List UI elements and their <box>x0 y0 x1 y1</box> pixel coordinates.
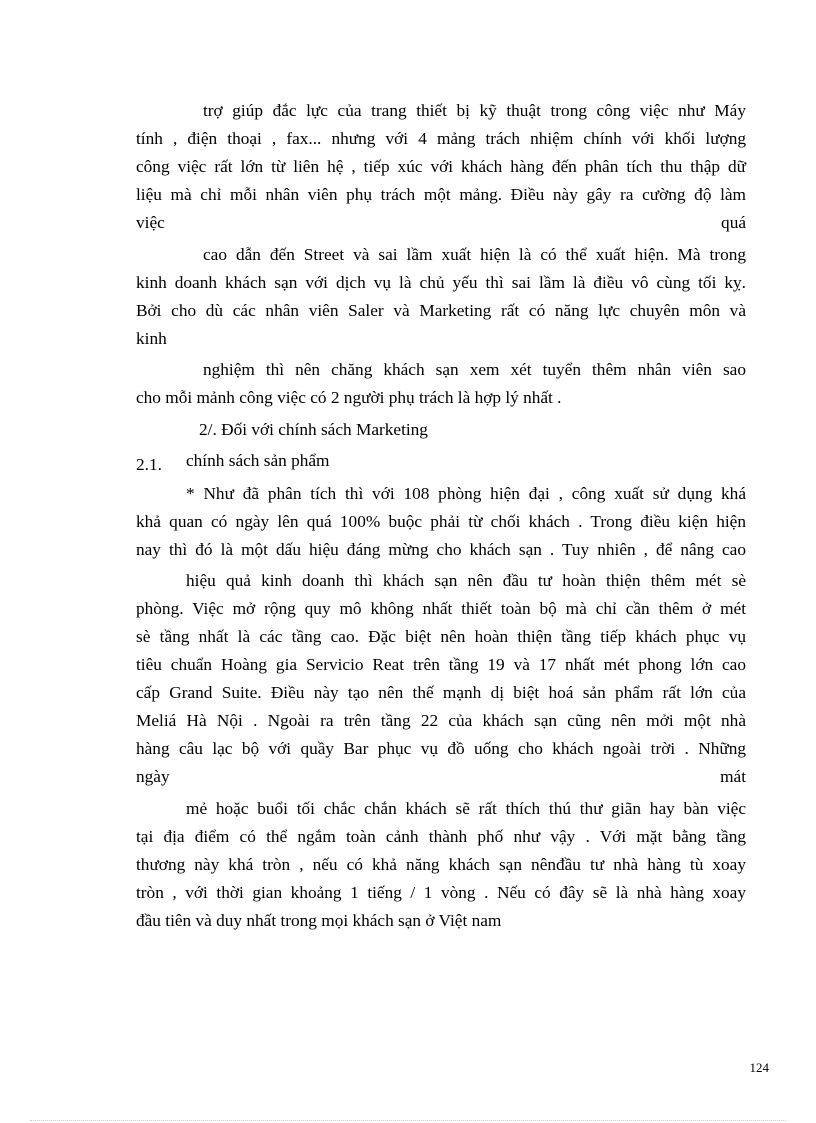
paragraph-line: tiêu chuẩn Hoàng gia Servicio Reat trên tầng 19 và 17 nhất mét phong lớn cao <box>136 655 746 674</box>
paragraph-line: cho mỗi mảnh công việc có 2 người phụ trách là hợp lý nhất . <box>136 388 562 407</box>
paragraph-line: cao dẫn đến Street và sai lầm xuất hiện là có thể xuất hiện. Mà trong <box>203 245 746 264</box>
subsection-number: 2.1. <box>136 455 162 474</box>
paragraph-line: công việc rất lớn từ liên hệ , tiếp xúc với khách hàng đến phân tích thu thập dữ <box>136 157 746 176</box>
paragraph-line: hiệu quả kinh doanh thì khách sạn nên đầu tư hoàn thiện thêm mét sè <box>186 571 746 590</box>
paragraph-line: nay thì đó là một dấu hiệu đáng mừng cho khách sạn . Tuy nhiên , để nâng cao <box>136 540 746 559</box>
page-bottom-divider <box>30 1120 786 1121</box>
paragraph-line: tại địa điểm có thể ngắm toàn cảnh thành phố như vậy . Với mặt bằng tầng <box>136 827 746 846</box>
paragraph-line: cấp Grand Suite. Điều này tạo nên thế mạnh dị biệt hoá sản phẩm rất lớn của <box>136 683 746 702</box>
paragraph-line: * Như đã phân tích thì với 108 phòng hiện đại , công xuất sử dụng khá <box>186 484 746 503</box>
page-number: 124 <box>749 1060 769 1075</box>
paragraph-line: mát <box>720 767 746 786</box>
paragraph-line: hàng câu lạc bộ với quầy Bar phục vụ đồ uống cho khách ngoài trời . Những <box>136 739 746 758</box>
paragraph-line: kinh doanh khách sạn với dịch vụ là chủ yếu thì sai lầm là điều vô cùng tối kỵ. <box>136 273 746 292</box>
paragraph-line: mẻ hoặc buổi tối chắc chắn khách sẽ rất thích thú thư giãn hay bàn việc <box>186 799 746 818</box>
paragraph-line: đầu tiên và duy nhất trong mọi khách sạn ở Việt nam <box>136 911 502 930</box>
paragraph-line: tính , điện thoại , fax... nhưng với 4 mảng trách nhiệm chính với khối lượng <box>136 129 746 148</box>
paragraph-line: Bởi cho dù các nhân viên Saler và Marketing rất có năng lực chuyên môn và <box>136 301 746 320</box>
paragraph-line: sè tầng nhất là các tầng cao. Đặc biệt nên hoàn thiện tầng tiếp khách phục vụ <box>136 627 746 646</box>
paragraph-line: kinh <box>136 329 167 348</box>
paragraph-line: trợ giúp đắc lực của trang thiết bị kỹ thuật trong công việc như Máy <box>203 101 746 120</box>
paragraph-line: khả quan có ngày lên quá 100% buộc phải từ chối khách . Trong điều kiện hiện <box>136 512 746 531</box>
paragraph-line: liệu mà chỉ mỗi nhân viên phụ trách một mảng. Điều này gây ra cường độ làm <box>136 185 746 204</box>
paragraph-line: ngày <box>136 767 170 786</box>
paragraph-line: tròn , với thời gian khoảng 1 tiếng / 1 vòng . Nếu có đây sẽ là nhà hàng xoay <box>136 883 746 902</box>
paragraph-line: thương này khá tròn , nếu có khả năng khách sạn nênđầu tư nhà hàng tù xoay <box>136 855 746 874</box>
paragraph-line: nghiệm thì nên chăng khách sạn xem xét tuyển thêm nhân viên sao <box>203 360 746 379</box>
section-heading: 2/. Đối với chính sách Marketing <box>199 420 428 439</box>
paragraph-line: việc <box>136 213 165 232</box>
paragraph-line: quá <box>721 213 746 232</box>
paragraph-line: Meliá Hà Nội . Ngoài ra trên tầng 22 của khách sạn cũng nên mởi một nhà <box>136 711 746 730</box>
subsection-title: chính sách sản phẩm <box>186 451 330 470</box>
paragraph-line: phòng. Việc mở rộng quy mô không nhất thiết toàn bộ mà chỉ cần thêm ở mét <box>136 599 746 618</box>
